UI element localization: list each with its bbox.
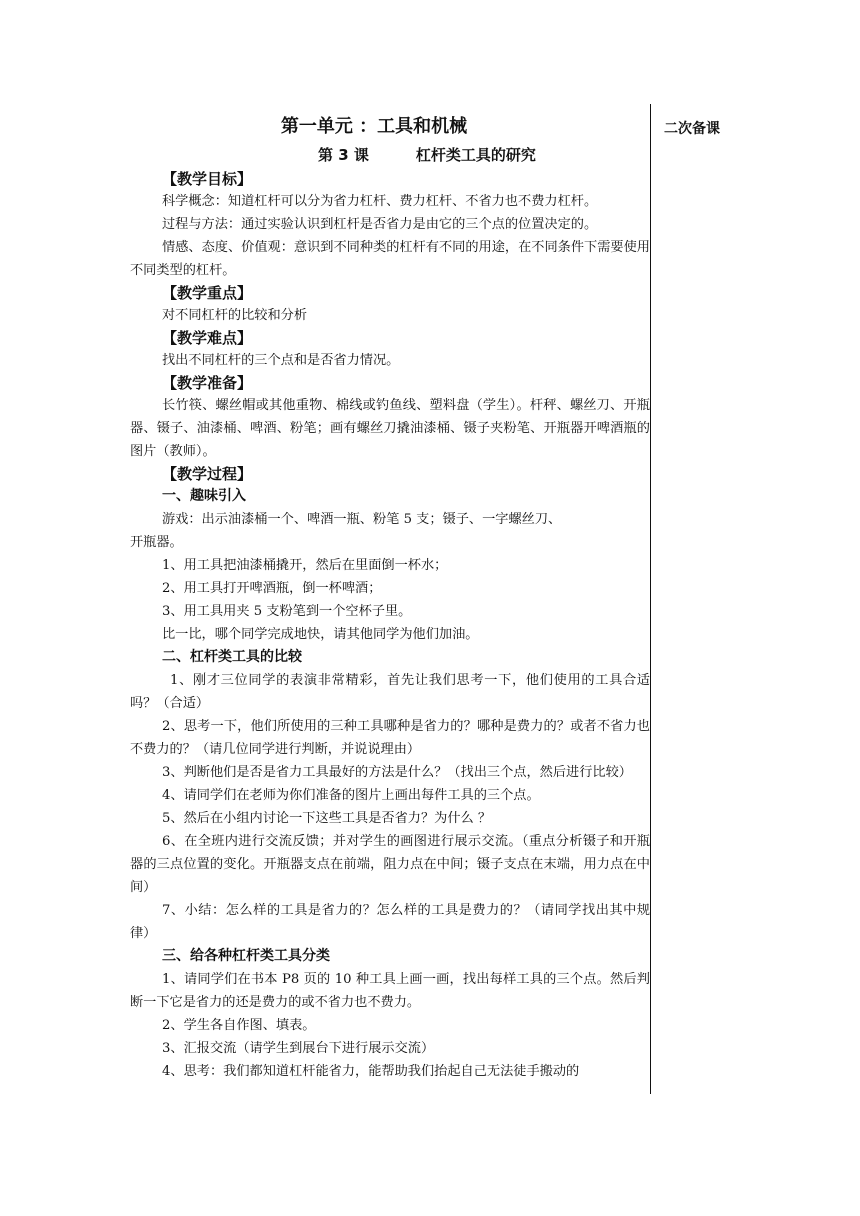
key-point-text: 对不同杠杆的比较和分析 [162, 308, 308, 323]
list-item: 3、汇报交流（请学生到展台下进行展示交流） [162, 1041, 435, 1056]
preparation-heading: 【教学准备】 [162, 374, 253, 392]
preparation-text: 长竹筷、螺丝帽或其他重物、棉线或钓鱼线、塑料盘（学生）。杆秤、螺丝刀、开瓶器、镊子、油漆桶、啤酒、粉笔；画有螺丝刀撬油漆桶、镊子夹粉笔、开瓶器开啤酒瓶的图片（教师）。 [130, 398, 650, 459]
list-item: 7、小结：怎么样的工具是省力的？怎么样的工具是费力的？（请同学找出其中规律） [130, 903, 650, 941]
second-preparation-label: 二次备课 [664, 121, 720, 137]
goals-heading: 【教学目标】 [162, 170, 253, 188]
unit-title: 第一单元 ：工具和机械 [280, 116, 468, 137]
goal-item: 过程与方法：通过实验认识到杠杆是否省力是由它的三个点的位置决定的。 [162, 217, 598, 232]
lesson-title: 第 3 课 杠杆类工具的研究 [318, 146, 536, 164]
section-heading-classify: 三、给各种杠杆类工具分类 [162, 948, 330, 964]
list-item: 1、用工具把油漆桶撬开，然后在里面倒一杯水； [162, 558, 448, 573]
list-item: 比一比，哪个同学完成地快，请其他同学为他们加油。 [162, 627, 479, 642]
difficulty-text: 找出不同杠杆的三个点和是否省力情况。 [162, 353, 400, 368]
list-item: 3、判断他们是否是省力工具最好的方法是什么？（找出三个点，然后进行比较） [162, 765, 632, 780]
section-heading-intro: 一、趣味引入 [162, 488, 246, 504]
difficulty-heading: 【教学难点】 [162, 329, 253, 347]
list-item: 1、请同学们在书本 P8 页的 10 种工具上画一画，找出每样工具的三个点。然后判断一下它是省力的还是费力的或不省力也不费力。 [130, 972, 650, 1010]
intro-game-line: 开瓶器。 [130, 535, 183, 550]
list-item: 2、思考一下，他们所使用的三种工具哪种是省力的？哪种是费力的？或者不省力也不费力的？（请几位同学进行判断，并说说理由） [130, 719, 650, 757]
list-item: 1、刚才三位同学的表演非常精彩，首先让我们思考一下，他们使用的工具合适吗？（合适） [130, 673, 650, 711]
list-item: 2、学生各自作图、填表。 [162, 1018, 316, 1033]
process-heading: 【教学过程】 [162, 465, 253, 483]
intro-game-line: 游戏：出示油漆桶一个、啤酒一瓶、粉笔 5 支；镊子、一字螺丝刀、 [162, 512, 562, 527]
key-point-heading: 【教学重点】 [162, 284, 253, 302]
list-item: 2、用工具打开啤酒瓶，倒一杯啤酒； [162, 581, 382, 596]
list-item: 3、用工具用夹 5 支粉笔到一个空杯子里。 [162, 604, 412, 619]
goal-item: 科学概念：知道杠杆可以分为省力杠杆、费力杠杆、不省力也不费力杠杆。 [162, 194, 598, 209]
list-item: 4、请同学们在老师为你们准备的图片上画出每件工具的三个点。 [162, 788, 540, 803]
list-item: 5、然后在小组内讨论一下这些工具是否省力？为什么 ？ [162, 811, 492, 826]
list-item: 6、在全班内进行交流反馈；并对学生的画图进行展示交流。（重点分析镊子和开瓶器的三点位置的变化。开瓶器支点在前端，阻力点在中间；镊子支点在末端，用力点在中间） [130, 834, 650, 895]
goal-item: 情感、态度、价值观：意识到不同种类的杠杆有不同的用途，在不同条件下需要使用不同类型的杠杆。 [130, 240, 650, 278]
lesson-plan-body [130, 112, 650, 1083]
margin-divider-line [650, 104, 651, 1094]
list-item: 4、思考：我们都知道杠杆能省力，能帮助我们抬起自己无法徒手搬动的 [162, 1064, 580, 1079]
section-heading-compare: 二、杠杆类工具的比较 [162, 649, 302, 665]
